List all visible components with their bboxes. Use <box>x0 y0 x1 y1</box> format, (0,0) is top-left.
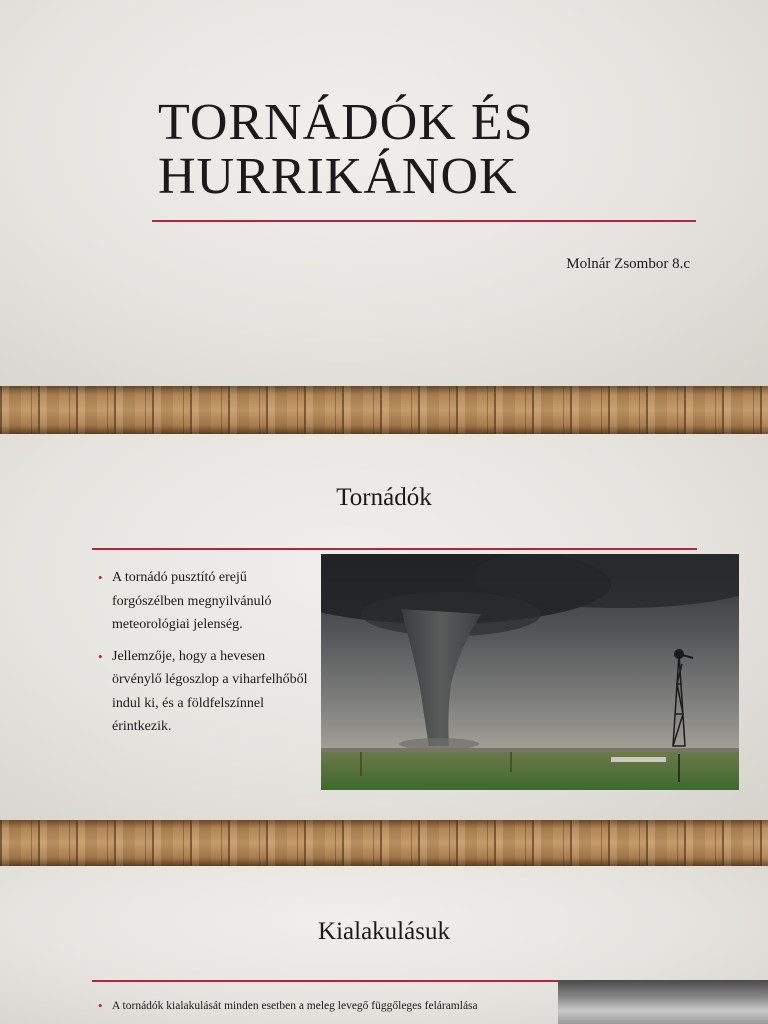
bullet-icon: • <box>98 570 103 585</box>
bullet-text: A tornádó pusztító erejű forgószélben megnyilvánuló meteorológiai jelenség. <box>112 570 272 632</box>
slide-title <box>0 0 768 386</box>
bullet-item <box>98 998 538 1014</box>
bullet-list <box>98 566 308 739</box>
wood-floor-divider <box>0 820 768 866</box>
slide-heading: Tornádók <box>336 484 432 511</box>
bullet-item <box>98 645 308 739</box>
tornado-photo <box>321 554 739 790</box>
bullet-item <box>98 566 308 637</box>
storm-cloud-photo <box>558 980 768 1024</box>
wood-floor-divider <box>0 386 768 434</box>
author-name: Molnár Zsombor 8.c <box>566 256 690 272</box>
bullet-text: Jellemzője, hogy a hevesen örvénylő légoszlop a viharfelhőből indul ki, és a földfelszínnel érintkezik. <box>112 648 308 734</box>
bullet-icon: • <box>98 998 103 1013</box>
slide-heading: Kialakulásuk <box>318 918 450 945</box>
bullet-list <box>98 998 538 1014</box>
bullet-text: A tornádók kialakulását minden esetben a meleg levegő függőleges feláramlása <box>112 1000 478 1012</box>
bullet-icon: • <box>98 648 103 664</box>
title-line-2: HURRIKÁNOK <box>158 148 518 205</box>
heading-divider <box>92 548 697 550</box>
title-line-1: TORNÁDÓK ÉS <box>158 94 534 151</box>
presentation-title <box>158 96 698 204</box>
title-divider <box>152 220 696 222</box>
